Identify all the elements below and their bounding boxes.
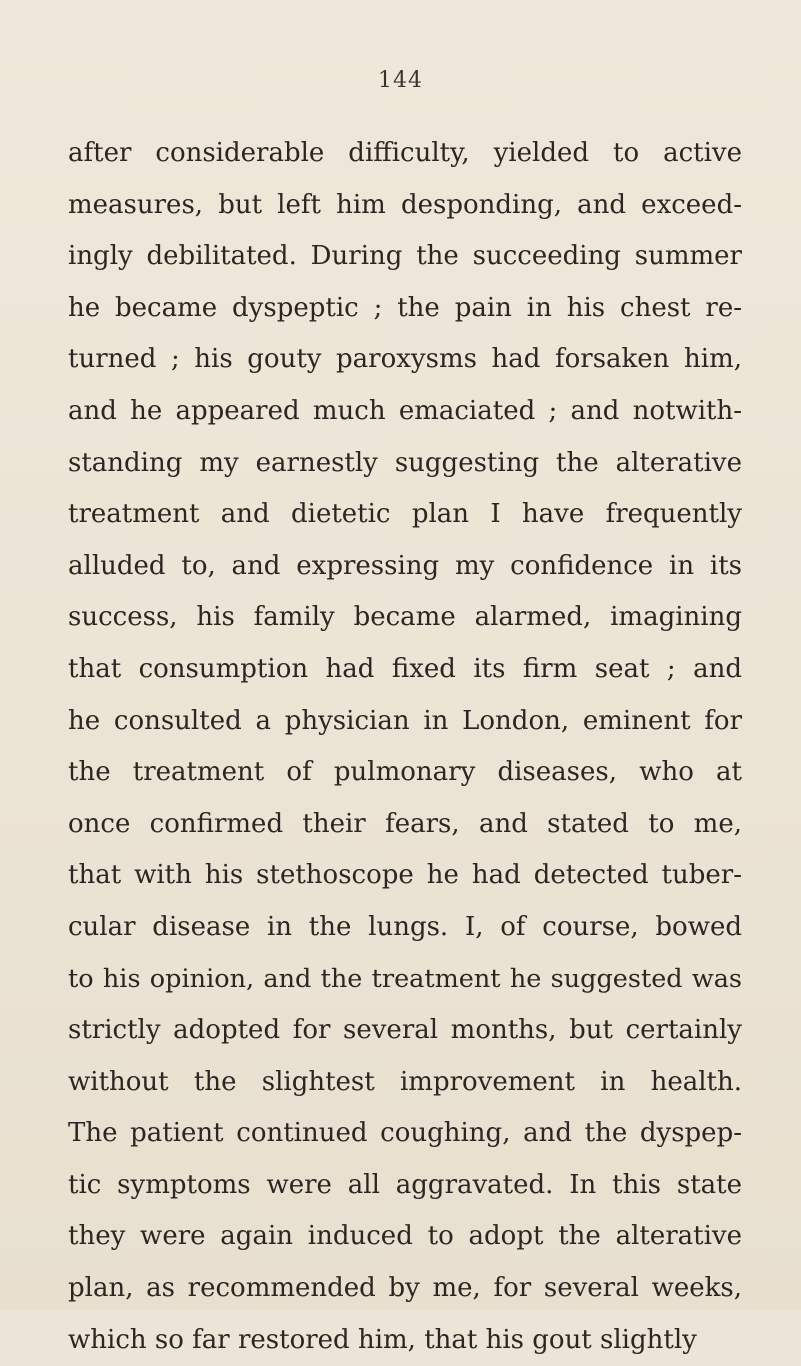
text-line: once confirmed their fears, and stated to me, [68,808,742,839]
text-line: after considerable difficulty, yielded to active [68,138,742,168]
text-line: the treatment of pulmonary diseases, who at [68,757,742,788]
text-line: plan, as recommended by me, for several weeks, [68,1273,742,1304]
text-line: which so far restored him, that his gout slightly [68,1324,697,1355]
text-line: without the slightest improvement in health. [68,1066,742,1097]
text-line: and he appeared much emaciated ; and notwith- [68,395,742,426]
text-line: that consumption had fixed its firm seat ; and [68,653,742,684]
text-line: alluded to, and expressing my confidence in its [68,550,742,581]
text-line: strictly adopted for several months, but certainly [68,1015,742,1046]
page-number: 144 [378,68,423,93]
text-line: treatment and dietetic plan I have frequently [68,499,742,530]
text-line: measures, but left him desponding, and exceed- [68,189,742,220]
text-line: to his opinion, and the treatment he suggested was [68,963,742,994]
text-line: The patient continued coughing, and the dyspep- [68,1118,742,1149]
text-line: tic symptoms were all aggravated. In this state [68,1169,742,1200]
text-line: they were again induced to adopt the alterative [68,1221,742,1252]
text-line: he consulted a physician in London, eminent for [68,705,742,736]
text-line: success, his family became alarmed, imagining [68,602,742,633]
text-line: ingly debilitated. During the succeeding summer [68,241,742,272]
text-line: turned ; his gouty paroxysms had forsaken him, [68,344,742,375]
body-text [68,128,742,1366]
text-line: standing my earnestly suggesting the alterative [68,447,742,478]
text-line: he became dyspeptic ; the pain in his chest re- [68,292,742,323]
text-line: that with his stethoscope he had detected tuber- [68,860,742,891]
text-line: cular disease in the lungs. I, of course, bowed [68,911,742,942]
